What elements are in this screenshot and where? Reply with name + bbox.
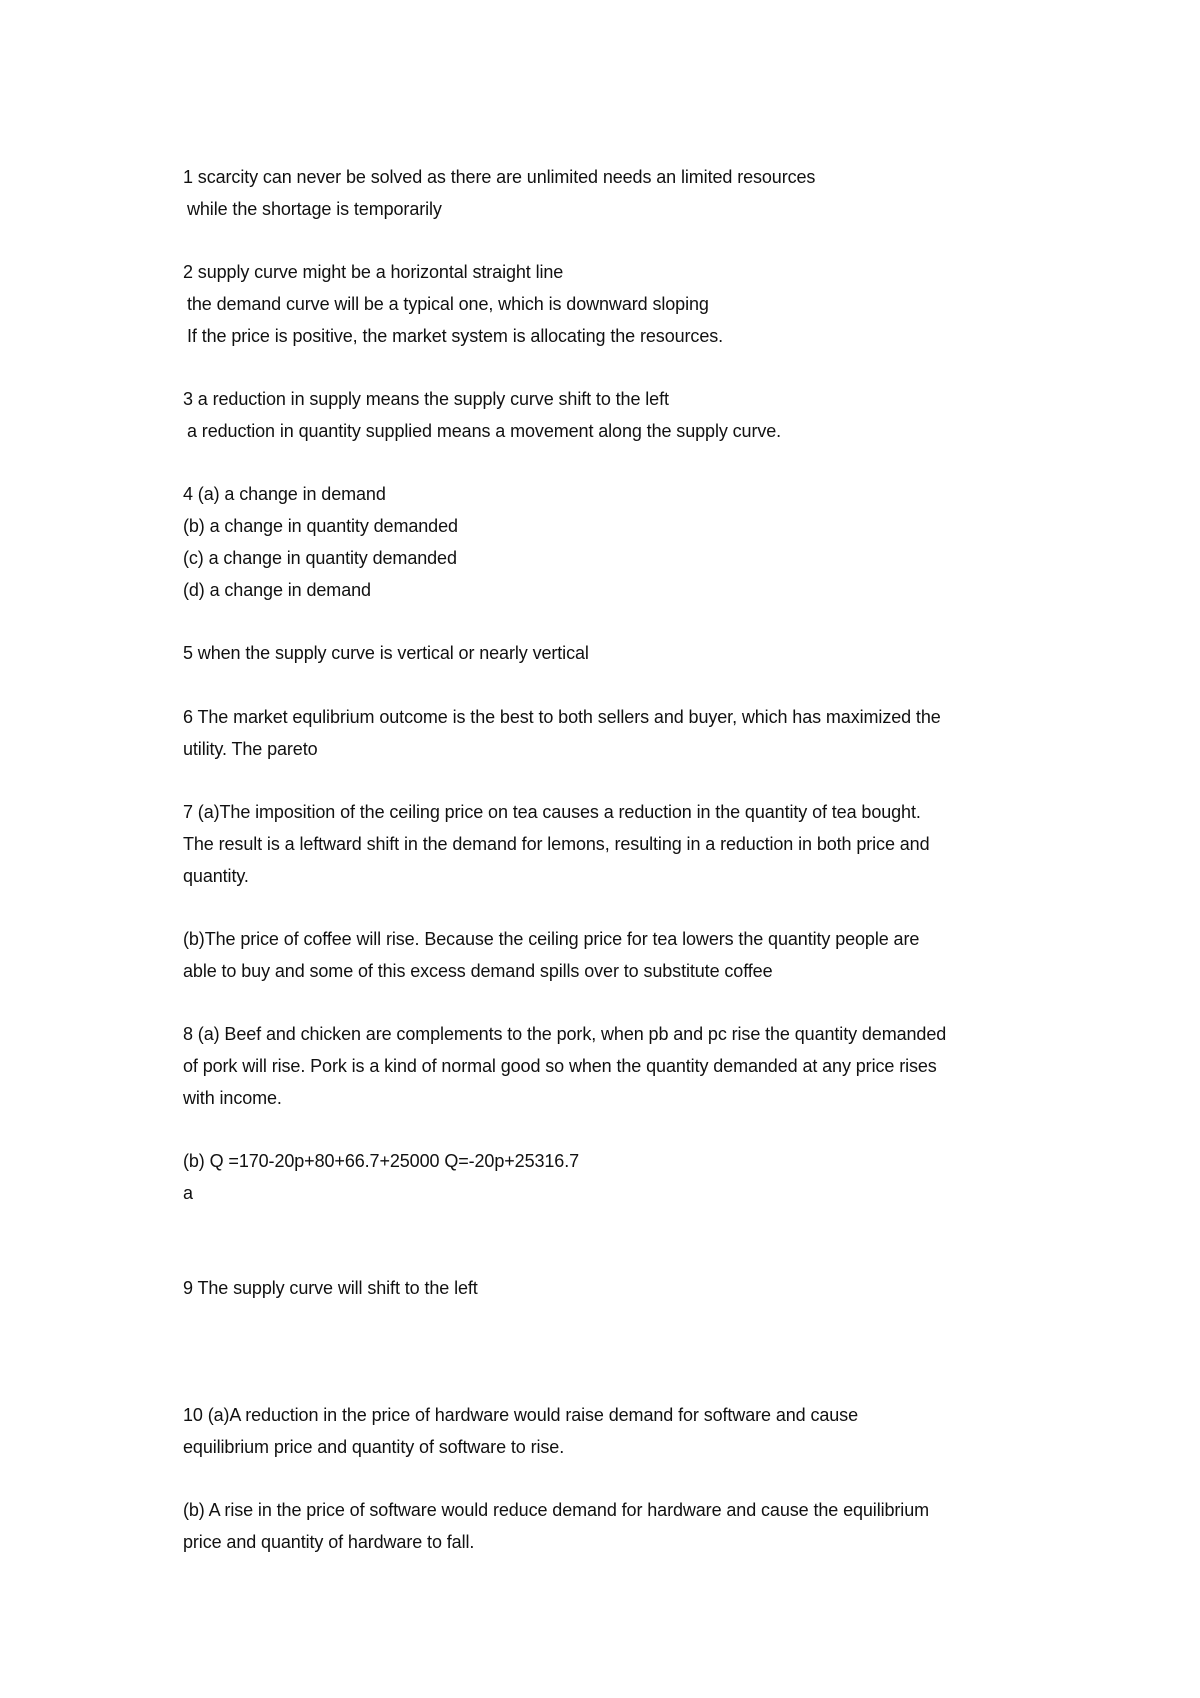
answer-10b-line-2: price and quantity of hardware to fall. bbox=[183, 1532, 475, 1552]
answer-8a-line-3: with income. bbox=[183, 1088, 282, 1108]
answer-6-line-1: 6 The market equlibrium outcome is the best to both sellers and buyer, which has maximized the bbox=[183, 707, 941, 727]
answer-7a-line-2: The result is a leftward shift in the demand for lemons, resulting in a reduction in both price and bbox=[183, 834, 930, 854]
answer-1-line-1: 1 scarcity can never be solved as there are unlimited needs an limited resources bbox=[183, 167, 816, 187]
answer-4d: (d) a change in demand bbox=[183, 580, 371, 600]
answer-8b-line-1: (b) Q =170-20p+80+66.7+25000 Q=-20p+25316.7 bbox=[183, 1151, 580, 1171]
answer-1-line-2: while the shortage is temporarily bbox=[187, 199, 442, 219]
answer-3-line-2: a reduction in quantity supplied means a movement along the supply curve. bbox=[187, 421, 782, 441]
answer-9: 9 The supply curve will shift to the left bbox=[183, 1278, 478, 1298]
answer-2-line-1: 2 supply curve might be a horizontal straight line bbox=[183, 262, 564, 282]
answer-7a-line-3: quantity. bbox=[183, 866, 249, 886]
answer-7b-line-1: (b)The price of coffee will rise. Because the ceiling price for tea lowers the quantity people are bbox=[183, 929, 920, 949]
answer-2-line-3: If the price is positive, the market system is allocating the resources. bbox=[187, 326, 724, 346]
answer-2-line-2: the demand curve will be a typical one, which is downward sloping bbox=[187, 294, 709, 314]
answer-4a: 4 (a) a change in demand bbox=[183, 484, 386, 504]
answer-8a-line-1: 8 (a) Beef and chicken are complements to the pork, when pb and pc rise the quantity demanded bbox=[183, 1024, 947, 1044]
answer-7a-line-1: 7 (a)The imposition of the ceiling price on tea causes a reduction in the quantity of tea bought. bbox=[183, 802, 921, 822]
answer-4c: (c) a change in quantity demanded bbox=[183, 548, 457, 568]
answer-6-line-2: utility. The pareto bbox=[183, 739, 318, 759]
answer-8a-line-2: of pork will rise. Pork is a kind of normal good so when the quantity demanded at any price rises bbox=[183, 1056, 937, 1076]
answer-8b-line-2: a bbox=[183, 1183, 193, 1203]
answer-4b: (b) a change in quantity demanded bbox=[183, 516, 458, 536]
answer-5: 5 when the supply curve is vertical or nearly vertical bbox=[183, 643, 589, 663]
answer-10a-line-2: equilibrium price and quantity of software to rise. bbox=[183, 1437, 565, 1457]
answer-10a-line-1: 10 (a)A reduction in the price of hardware would raise demand for software and cause bbox=[183, 1405, 858, 1425]
answer-3-line-1: 3 a reduction in supply means the supply curve shift to the left bbox=[183, 389, 669, 409]
answer-7b-line-2: able to buy and some of this excess demand spills over to substitute coffee bbox=[183, 961, 773, 981]
answer-10b-line-1: (b) A rise in the price of software would reduce demand for hardware and cause the equilibrium bbox=[183, 1500, 930, 1520]
